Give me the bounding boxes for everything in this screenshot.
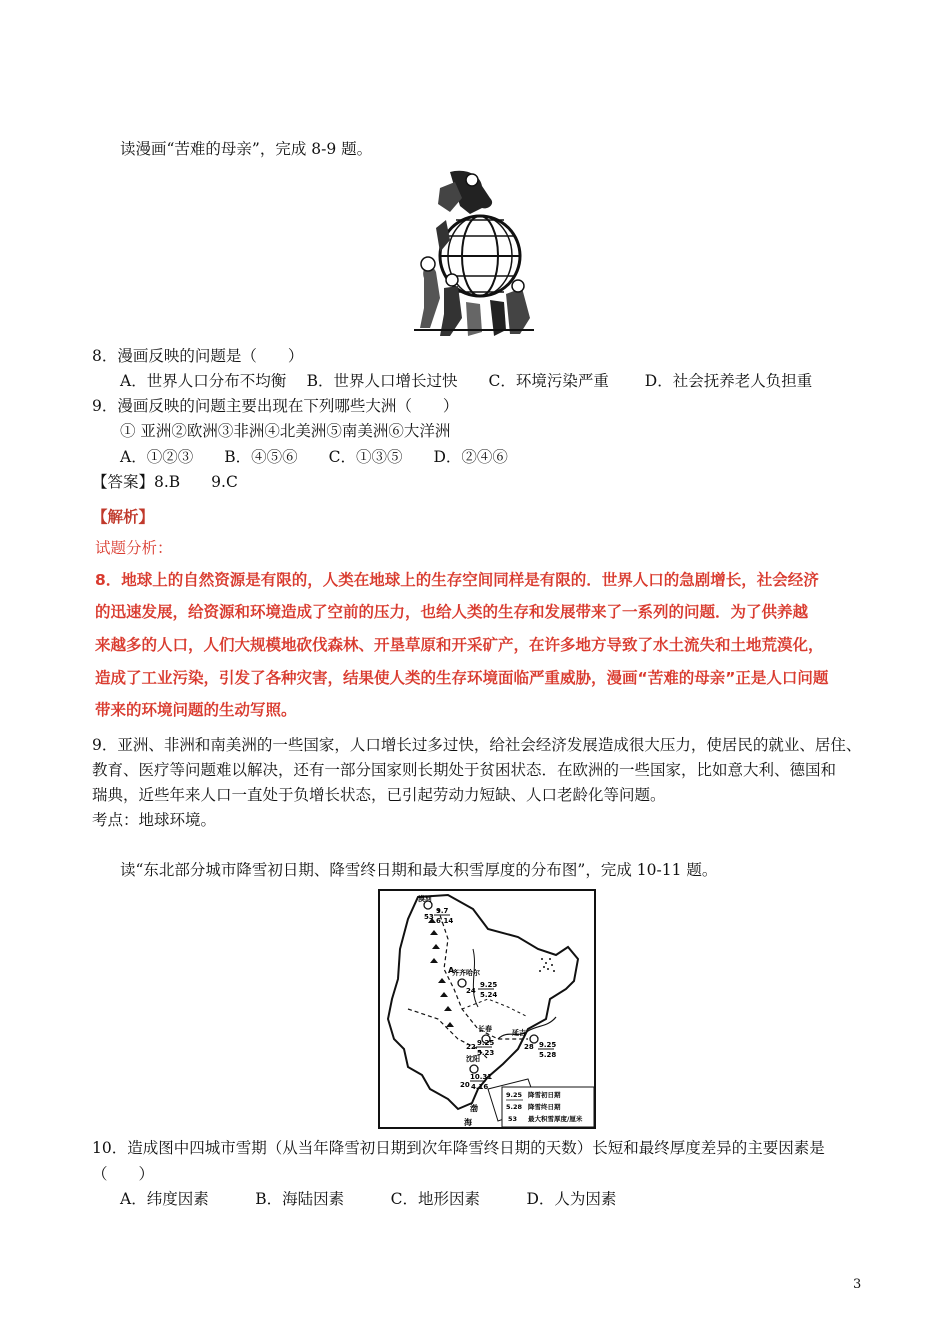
analysis-title: 【解析】 bbox=[92, 508, 155, 526]
city-last-mohe: 6.14 bbox=[436, 917, 454, 925]
intro-q10-11: 读“东北部分城市降雪初日期、降雪终日期和最大积雪厚度的分布图”，完成 10-11 题。 bbox=[120, 861, 718, 879]
city-name-yanji: 延吉 bbox=[512, 1029, 526, 1037]
city-depth-qiqihar: 24 bbox=[466, 987, 476, 995]
map-drawing bbox=[378, 889, 596, 1129]
northeast-snow-map bbox=[378, 889, 596, 1129]
analysis-q8-line: 带来的环境问题的生动写照。 bbox=[95, 701, 297, 719]
city-name-qiqihar: 齐齐哈尔 bbox=[452, 969, 480, 977]
city-last-changchun: 5.23 bbox=[477, 1049, 495, 1057]
legend-first-label: 降雪初日期 bbox=[528, 1091, 561, 1099]
city-marker-shenyang bbox=[470, 1065, 478, 1073]
city-first-changchun: 9.25 bbox=[477, 1039, 495, 1047]
city-last-qiqihar: 5.24 bbox=[480, 991, 498, 999]
sea-label-hai: 海 bbox=[464, 1118, 472, 1127]
q10-stem: 10．造成图中四城市雪期（从当年降雪初日期到次年降雪终日期的天数）长短和最终厚度差异的主要因素是 bbox=[92, 1139, 825, 1157]
answer: 【答案】8.B 9.C bbox=[92, 473, 238, 491]
city-last-shenyang: 4.16 bbox=[471, 1083, 489, 1091]
city-first-mohe: 9.7 bbox=[436, 907, 449, 915]
mountain-label: A bbox=[448, 966, 455, 975]
city-marker-yanji bbox=[530, 1035, 538, 1043]
city-depth-shenyang: 20 bbox=[460, 1081, 470, 1089]
analysis-q9-line: 教育、医疗等问题难以解决，还有一部分国家则长期处于贫困状态．在欧洲的一些国家，比如意大利、德国和 bbox=[92, 761, 837, 779]
city-name-shenyang: 沈阳 bbox=[466, 1055, 480, 1063]
q8-options: A．世界人口分布不均衡 B．世界人口增长过快 C．环境污染严重 D．社会抚养老人负担重 bbox=[120, 372, 813, 390]
city-depth-mohe: 53 bbox=[424, 913, 434, 921]
kaodian: 考点：地球环境。 bbox=[92, 811, 217, 829]
page-number: 3 bbox=[853, 1277, 862, 1292]
q9-stem: 9．漫画反映的问题主要出现在下列哪些大洲（ ） bbox=[92, 397, 459, 415]
city-name-changchun: 长春 bbox=[478, 1025, 492, 1033]
cartoon-drawing bbox=[410, 168, 538, 340]
city-depth-changchun: 22 bbox=[466, 1043, 476, 1051]
analysis-subtitle: 试题分析： bbox=[95, 539, 173, 557]
q10-paren: （ ） bbox=[92, 1165, 155, 1183]
legend-last-value: 5.28 bbox=[506, 1103, 523, 1111]
city-depth-yanji: 28 bbox=[524, 1043, 534, 1051]
legend-first-value: 9.25 bbox=[506, 1091, 523, 1099]
q9-options: A．①②③ B．④⑤⑥ C．①③⑤ D．②④⑥ bbox=[120, 448, 508, 466]
city-last-yanji: 5.28 bbox=[539, 1051, 557, 1059]
analysis-q8-line: 造成了工业污染，引发了各种灾害，结果使人类的生存环境面临严重威胁，漫画“苦难的母亲”正是人口问题 bbox=[95, 669, 829, 687]
legend-depth-value: 53 bbox=[508, 1115, 518, 1123]
sea-label-bo: 渤 bbox=[470, 1104, 478, 1113]
city-first-qiqihar: 9.25 bbox=[480, 981, 498, 989]
q10-options: A．纬度因素 B．海陆因素 C．地形因素 D．人为因素 bbox=[120, 1190, 617, 1208]
q8-stem: 8．漫画反映的问题是（ ） bbox=[92, 347, 304, 365]
city-name-mohe: 漠河 bbox=[418, 895, 432, 903]
city-marker-qiqihar bbox=[458, 979, 466, 987]
intro-q8-9: 读漫画“苦难的母亲”，完成 8-9 题。 bbox=[120, 140, 373, 158]
legend-depth-label: 最大积雪厚度/厘米 bbox=[528, 1115, 583, 1123]
city-first-yanji: 9.25 bbox=[539, 1041, 557, 1049]
q9-continent-list: ① 亚洲②欧洲③非洲④北美洲⑤南美洲⑥大洋洲 bbox=[120, 422, 451, 440]
city-first-shenyang: 10.31 bbox=[470, 1073, 493, 1081]
analysis-q8-line: 的迅速发展，给资源和环境造成了空前的压力，也给人类的生存和发展带来了一系列的问题．为了供养越 bbox=[95, 603, 809, 621]
analysis-q9-line: 瑞典，近些年来人口一直处于负增长状态，已引起劳动力短缺、人口老龄化等问题。 bbox=[92, 786, 666, 804]
analysis-q8-line: 来越多的人口，人们大规模地砍伐森林、开垦草原和开采矿产，在许多地方导致了水土流失和土地荒漠化， bbox=[95, 636, 824, 654]
analysis-q8-line: 8．地球上的自然资源是有限的，人类在地球上的生存空间同样是有限的．世界人口的急剧增长，社会经济 bbox=[95, 571, 819, 589]
cartoon-suffering-mother bbox=[410, 168, 538, 340]
analysis-q9-line: 9．亚洲、非洲和南美洲的一些国家，人口增长过多过快，给社会经济发展造成很大压力，使居民的就业、居住、 bbox=[92, 736, 862, 754]
legend-last-label: 降雪终日期 bbox=[528, 1103, 561, 1111]
